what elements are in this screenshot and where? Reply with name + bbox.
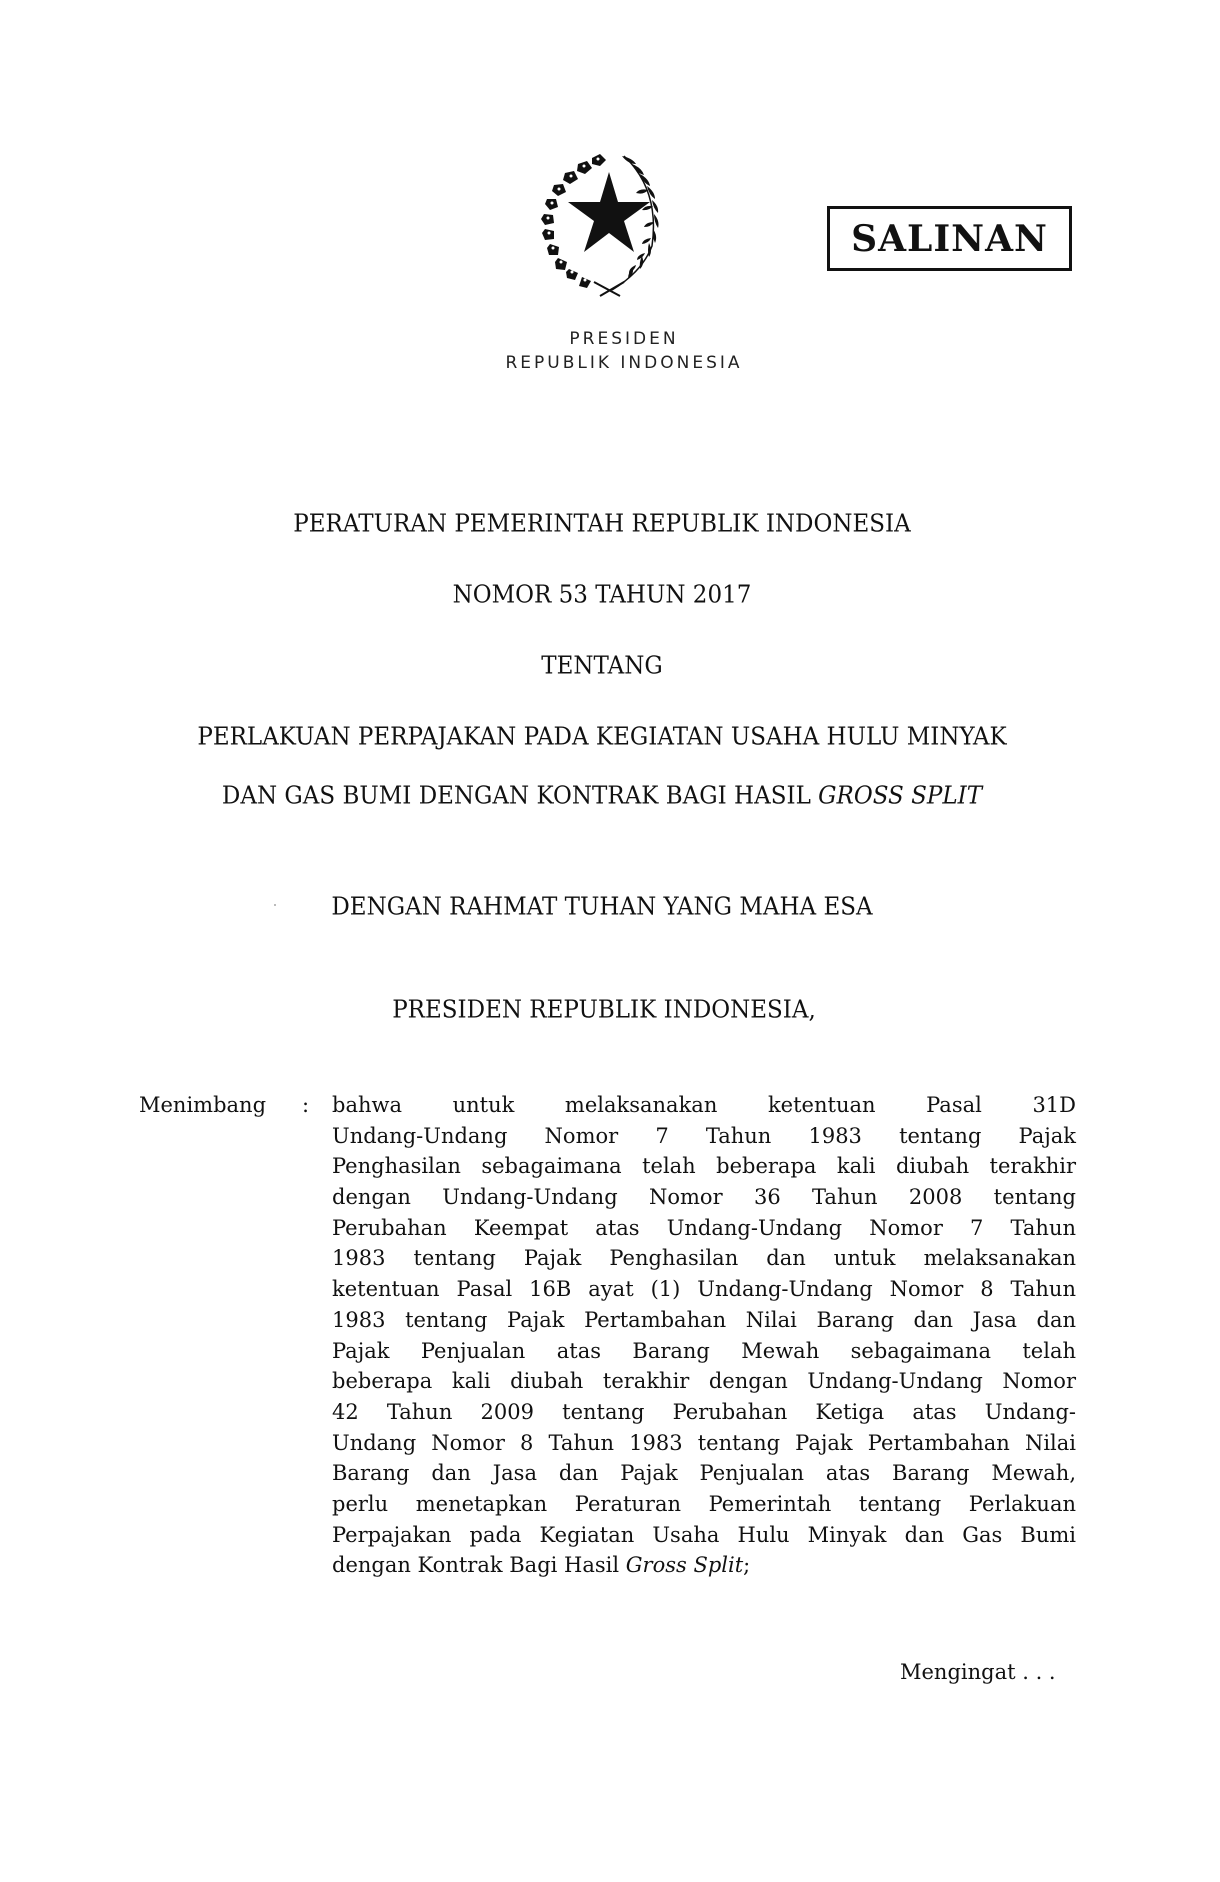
invocation: DENGAN RAHMAT TUHAN YANG MAHA ESA — [331, 893, 873, 921]
body-line: Penghasilan sebagaimana telah beberapa kali diubah terakhir — [332, 1154, 1076, 1179]
authority-line: PRESIDEN REPUBLIK INDONESIA, — [392, 996, 816, 1024]
body-line: beberapa kali diubah terakhir dengan Undang-Undang Nomor — [332, 1369, 1076, 1394]
body-line: 1983 tentang Pajak Penghasilan dan untuk melaksanakan — [332, 1246, 1076, 1271]
body-line: Barang dan Jasa dan Pajak Penjualan atas Barang Mewah, — [332, 1461, 1076, 1486]
body-line-last — [332, 1550, 1076, 1581]
last-line-prefix: dengan Kontrak Bagi Hasil — [332, 1553, 626, 1578]
menimbang-body — [332, 1090, 1076, 1581]
last-line-suffix: ; — [743, 1553, 751, 1578]
body-line: ketentuan Pasal 16B ayat (1) Undang-Undang Nomor 8 Tahun — [332, 1277, 1076, 1302]
presidential-emblem-icon — [532, 150, 686, 298]
regulation-number: NOMOR 53 TAHUN 2017 — [452, 581, 752, 609]
subject-line-2-italic: GROSS SPLIT — [818, 782, 983, 810]
regulation-subject-line-2 — [0, 784, 1212, 808]
body-line: Perpajakan pada Kegiatan Usaha Hulu Minyak dan Gas Bumi — [332, 1522, 1076, 1547]
regulation-subject-line-1: PERLAKUAN PERPAJAKAN PADA KEGIATAN USAHA HULU MINYAK — [197, 723, 1007, 751]
body-line: dengan Undang-Undang Nomor 36 Tahun 2008 tentang — [332, 1185, 1076, 1210]
menimbang-label: Menimbang — [139, 1093, 267, 1117]
subject-line-2-prefix: DAN GAS BUMI DENGAN KONTRAK BAGI HASIL — [221, 782, 819, 810]
salinan-stamp — [827, 206, 1072, 271]
page-continuation: Mengingat . . . — [900, 1660, 1056, 1684]
last-line-italic: Gross Split — [625, 1553, 744, 1578]
body-line: 42 Tahun 2009 tentang Perubahan Ketiga atas Undang- — [332, 1399, 1076, 1424]
salinan-label: SALINAN — [851, 217, 1048, 260]
body-line: Perubahan Keempat atas Undang-Undang Nomor 7 Tahun — [332, 1215, 1076, 1240]
letterhead-presiden: PRESIDEN — [569, 329, 679, 349]
body-line: 1983 tentang Pajak Pertambahan Nilai Barang dan Jasa dan — [332, 1307, 1076, 1332]
body-line: Undang Nomor 8 Tahun 1983 tentang Pajak Pertambahan Nilai — [332, 1430, 1076, 1455]
body-line: Undang-Undang Nomor 7 Tahun 1983 tentang Pajak — [332, 1123, 1076, 1148]
body-line: perlu menetapkan Peraturan Pemerintah tentang Perlakuan — [332, 1491, 1076, 1516]
menimbang-separator: : — [302, 1093, 310, 1117]
regulation-about-label: TENTANG — [541, 652, 663, 680]
body-line: Pajak Penjualan atas Barang Mewah sebagaimana telah — [332, 1338, 1076, 1363]
body-line: bahwa untuk melaksanakan ketentuan Pasal 31D — [332, 1093, 1076, 1117]
letterhead-republik-indonesia: REPUBLIK INDONESIA — [505, 353, 743, 373]
regulation-title: PERATURAN PEMERINTAH REPUBLIK INDONESIA — [293, 510, 911, 538]
